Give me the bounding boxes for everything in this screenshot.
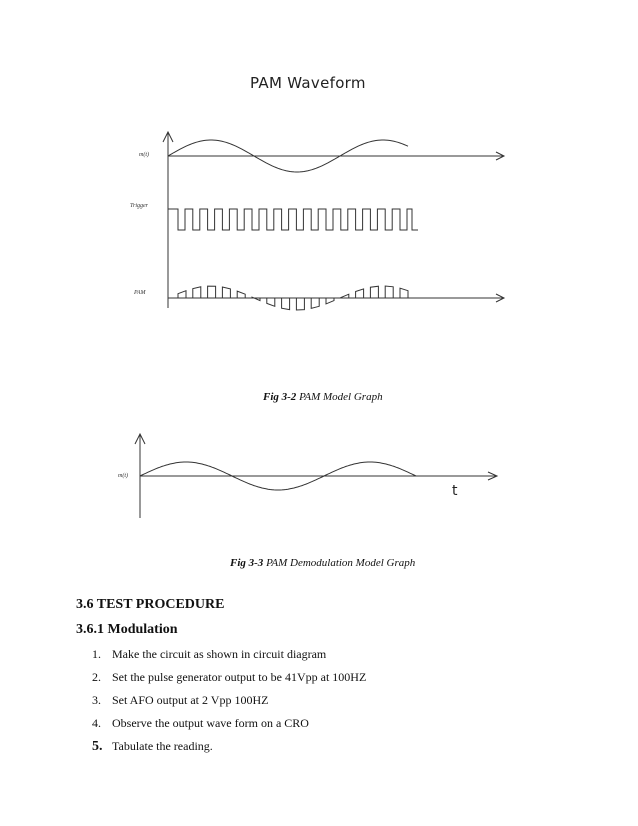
pam-demodulation-figure [104, 410, 544, 528]
figure-title: PAM Waveform [250, 74, 366, 92]
procedure-step [92, 669, 366, 692]
pam-sample-pulse [326, 298, 334, 304]
pam-sample-pulse [356, 289, 364, 298]
pam-sample-pulse [178, 291, 186, 298]
caption-text: PAM Model Graph [299, 391, 383, 403]
pam-label: PAM [134, 290, 146, 296]
trigger-label: Trigger [130, 203, 149, 209]
figure-3-3-caption [230, 557, 415, 569]
pam-demodulation-svg [104, 410, 544, 528]
pam-sample-pulse [385, 286, 393, 298]
pam-sample-pulse [341, 294, 349, 298]
step-number: 3. [92, 693, 101, 707]
time-axis-label: t [452, 483, 458, 499]
pam-sample-pulse [252, 297, 260, 301]
pam-sample-pulse [400, 288, 408, 298]
caption-number-2: Fig 3-3 [230, 557, 264, 569]
step-number: 1. [92, 647, 101, 661]
pam-sample-pulse [267, 298, 275, 306]
procedure-steps [92, 646, 366, 761]
demod-message-label: m(t) [118, 473, 128, 479]
step-text: Set AFO output at 2 Vpp 100HZ [112, 693, 269, 707]
pam-waveform-figure [118, 58, 550, 388]
pam-sample-pulse [311, 298, 319, 308]
procedure-step [92, 738, 366, 761]
pam-sample-pulse [193, 287, 201, 298]
caption-text-2: PAM Demodulation Model Graph [266, 557, 416, 569]
pam-waveform-svg [118, 58, 550, 388]
step-text: Set the pulse generator output to be 41Vpp at 100HZ [112, 670, 367, 684]
pam-sample-pulse [370, 286, 378, 298]
pam-sample-pulse [208, 286, 216, 298]
procedure-step [92, 715, 366, 738]
trigger-pulse-train [168, 209, 418, 230]
procedure-step [92, 692, 366, 715]
step-text: Tabulate the reading. [112, 739, 213, 753]
figure-3-2-caption [263, 391, 383, 403]
caption-number: Fig 3-2 [263, 391, 297, 403]
section-heading: 3.6 TEST PROCEDURE [76, 597, 225, 612]
pam-sample-pulse [282, 298, 290, 310]
step-number: 2. [92, 670, 101, 684]
step-number: 5. [92, 739, 103, 754]
procedure-step [92, 646, 366, 669]
pam-sample-pulse [237, 291, 245, 298]
pam-sample-pulse [296, 298, 304, 310]
pam-sample-pulse [222, 287, 230, 298]
step-text: Make the circuit as shown in circuit diagram [112, 647, 327, 661]
subsection-heading: 3.6.1 Modulation [76, 622, 178, 637]
step-text: Observe the output wave form on a CRO [112, 716, 309, 730]
message-label: m(t) [139, 152, 149, 158]
step-number: 4. [92, 716, 101, 730]
